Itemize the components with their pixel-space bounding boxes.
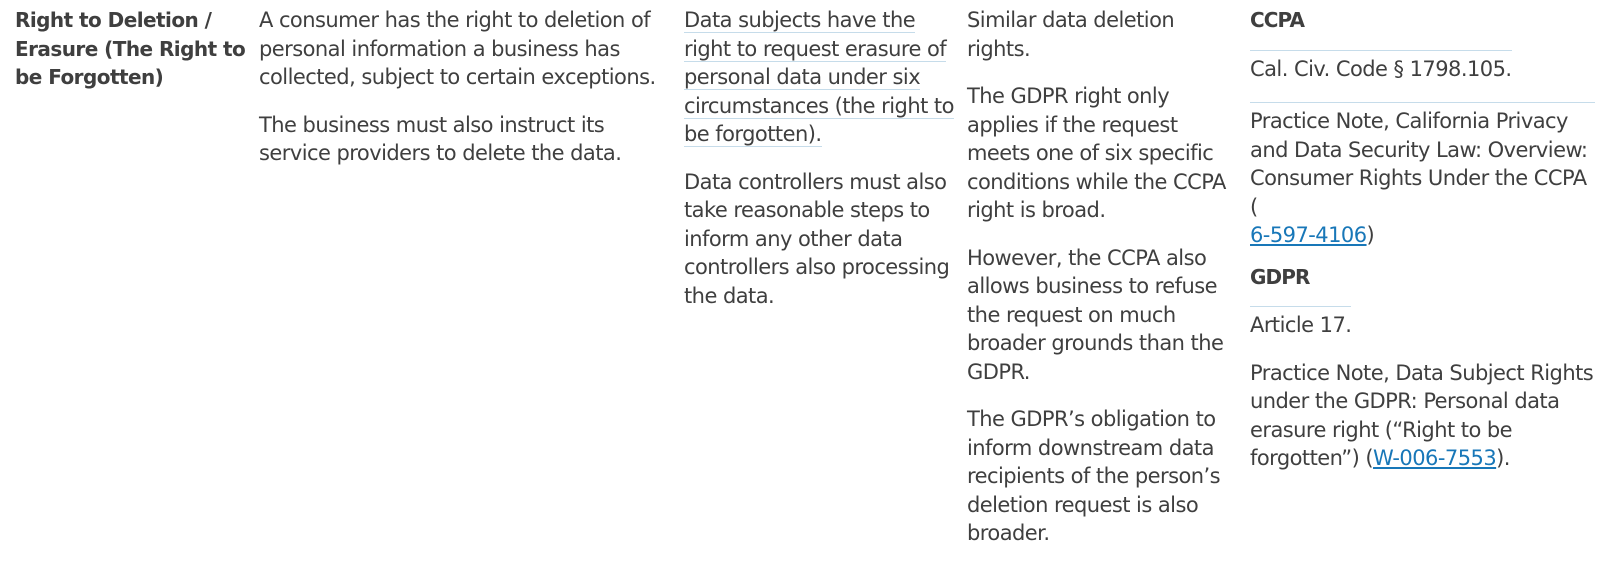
gdpr-description-cell [684, 6, 959, 329]
gdpr-article [1250, 306, 1595, 340]
gdpr-article-text: Article 17. [1250, 306, 1351, 340]
comparison-cell [967, 6, 1237, 567]
gdpr-practice-note [1250, 359, 1595, 473]
gdpr-practice-note-text: Practice Note, Data Subject Rights under the GDPR: Personal data erasure right (“Right to be forgotten”) ( [1250, 360, 1594, 470]
gdpr-paragraph-1-tail: ). [807, 122, 822, 146]
gdpr-practice-note-tail: ). [1496, 446, 1510, 470]
ccpa-sources-heading: CCPA [1250, 8, 1305, 32]
gdpr-paragraph-2: Data controllers must also take reasonable steps to inform any other data controllers also processing the data. [684, 169, 950, 308]
ccpa-practice-note-text: Practice Note, California Privacy and Data Security Law: Overview: Consumer Rights Under the CCPA ( [1250, 102, 1595, 221]
comparison-paragraph-1: Similar data deletion rights. [967, 8, 1175, 61]
comparison-paragraph-2: The GDPR right only applies if the request meets one of six specific conditions while the CCPA right is broad. [967, 84, 1226, 222]
ccpa-statute-block [1250, 50, 1595, 84]
ccpa-statute [1250, 50, 1595, 84]
ccpa-practice-note-link[interactable]: 6-597-4106 [1250, 223, 1367, 247]
row-heading: Right to Deletion / Erasure (The Right to be Forgotten) [15, 8, 246, 89]
row-heading-cell [15, 6, 247, 111]
gdpr-paragraph-1 [684, 6, 959, 149]
ccpa-practice-note-tail: ) [1366, 223, 1375, 247]
sources-cell [1250, 6, 1595, 492]
gdpr-practice-note-link[interactable]: W-006-7553 [1373, 446, 1497, 470]
comparison-paragraph-4: The GDPR’s obligation to inform downstream data recipients of the person’s deletion request is also broader. [967, 407, 1221, 545]
ccpa-statute-text: Cal. Civ. Code § 1798.105. [1250, 50, 1512, 84]
ccpa-practice-note [1250, 102, 1595, 250]
ccpa-description-cell [259, 6, 669, 187]
gdpr-sources-block [1250, 263, 1595, 473]
ccpa-paragraph-2: The business must also instruct its service providers to delete the data. [259, 112, 622, 165]
ccpa-paragraph-1: A consumer has the right to deletion of personal information a business has collected, subject to certain exceptions. [259, 8, 656, 89]
gdpr-paragraph-1-text: Data subjects have the right to request erasure of personal data under six circumstances (the right to be forgotten [684, 8, 954, 146]
comparison-paragraph-3: However, the CCPA also allows business to refuse the request on much broader grounds than the GDPR. [967, 245, 1224, 384]
gdpr-sources-heading: GDPR [1250, 264, 1310, 289]
